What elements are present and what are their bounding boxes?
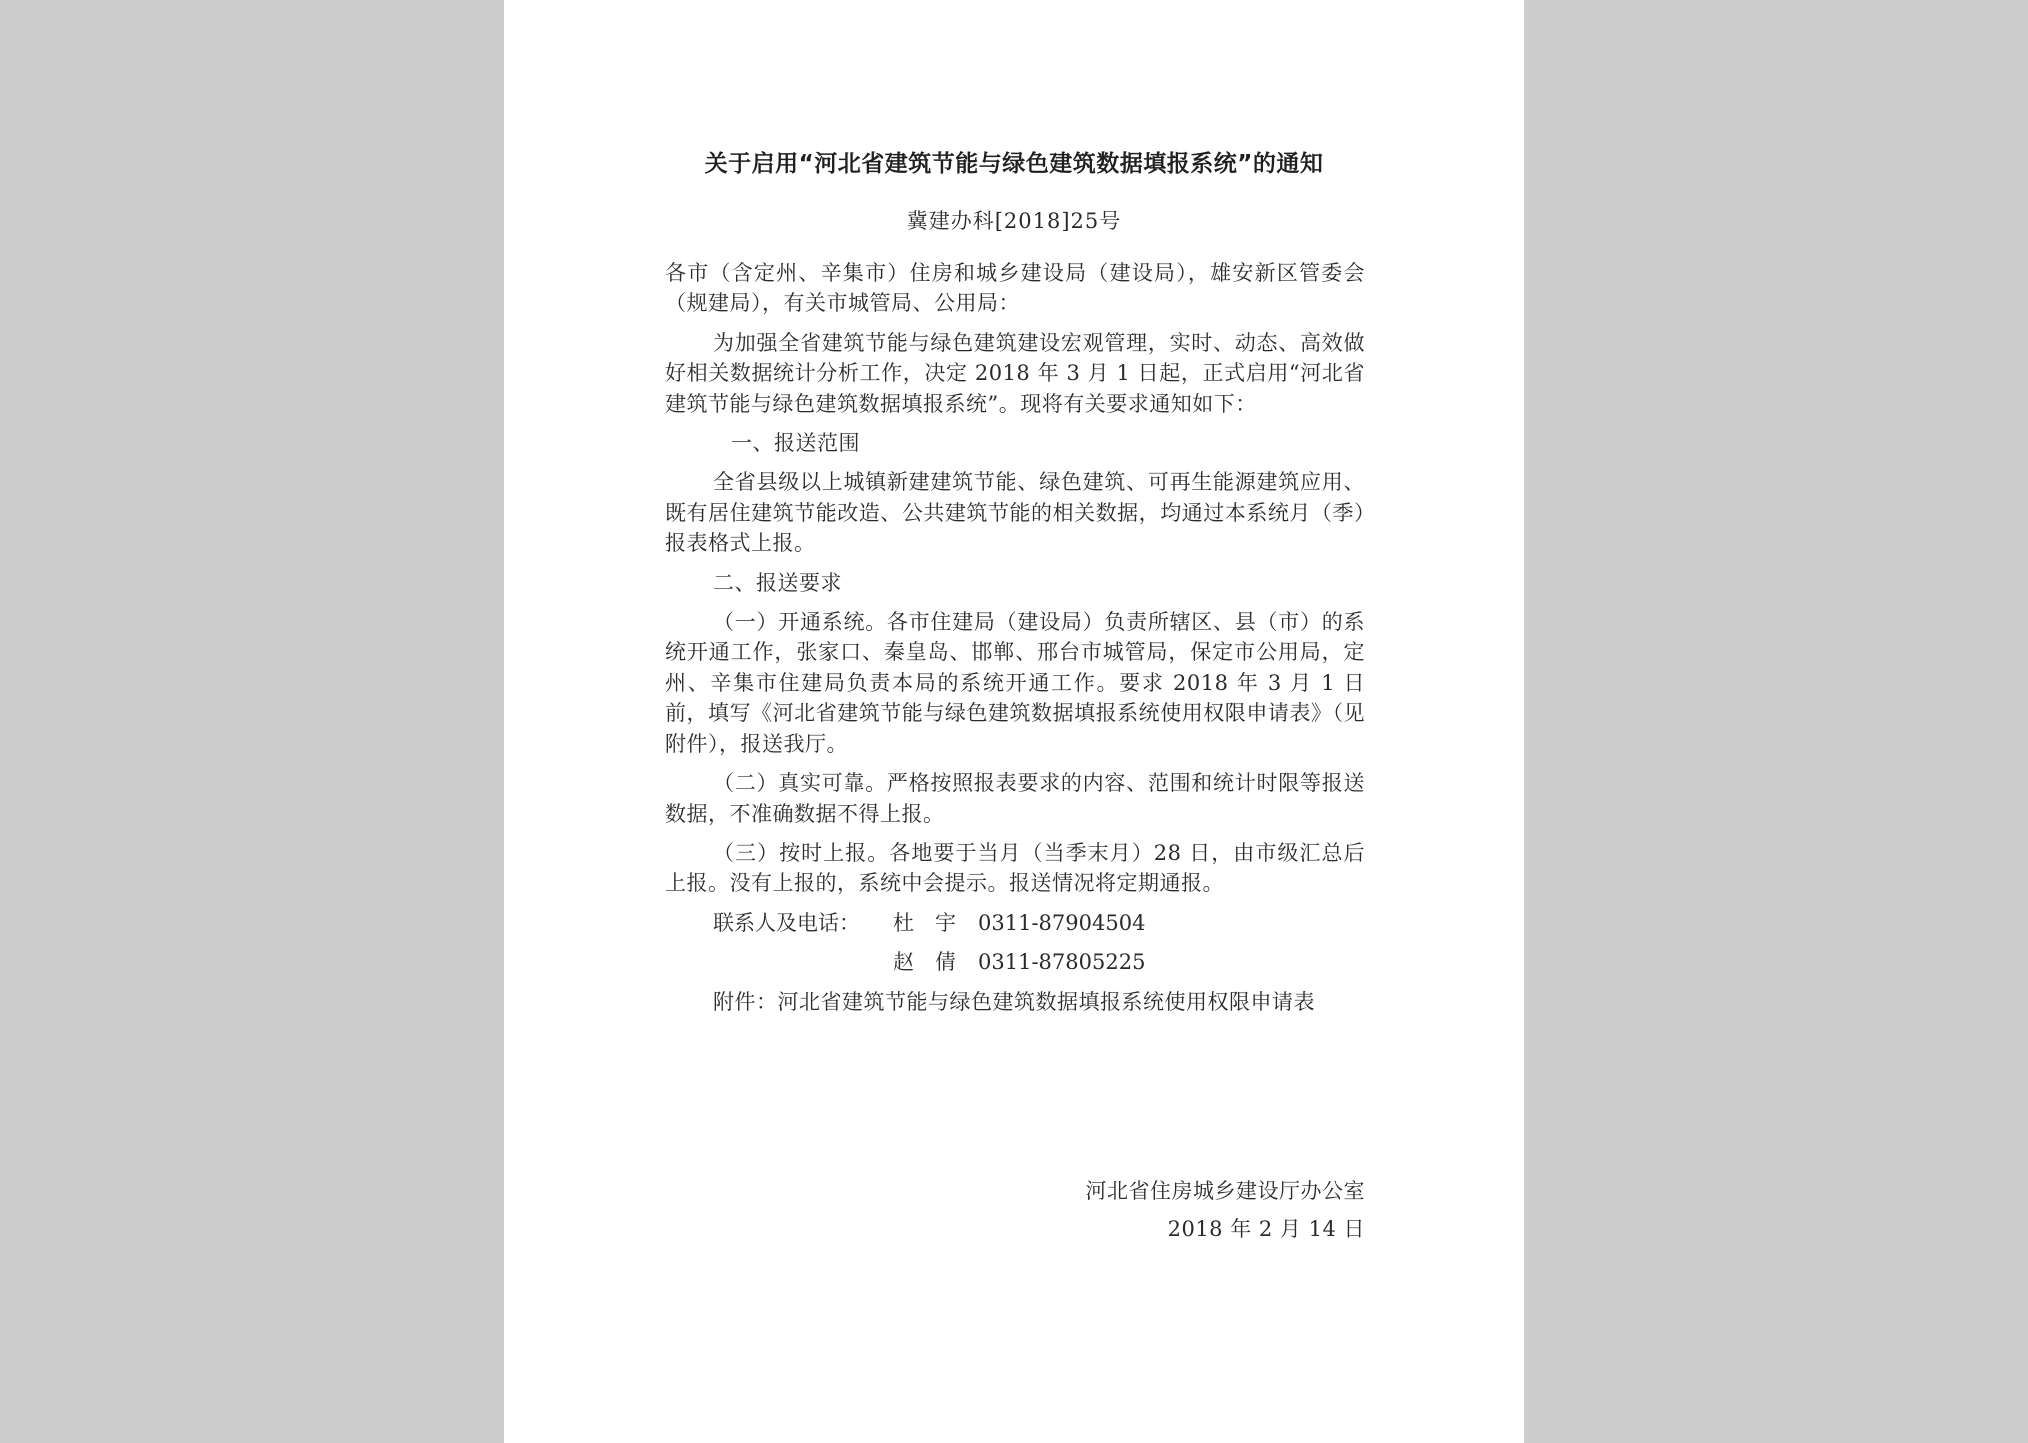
issue-date: 2018 年 2 月 14 日	[1167, 1217, 1365, 1241]
section1-heading: 一、报送范围	[731, 431, 860, 456]
requirement-item-2: （二）真实可靠。严格按照报表要求的内容、范围和统计时限等报送数据，不准确数据不得上报。	[665, 771, 1365, 826]
contact-phone-1: 0311-87904504	[978, 910, 1146, 935]
requirement-item-3: （三）按时上报。各地要于当月（当季末月）28 日，由市级汇总后上报。没有上报的，系统中会提示。报送情况将定期通报。	[665, 840, 1365, 896]
document-page	[504, 0, 1524, 1443]
contact-row-1	[665, 908, 1365, 938]
contact-phone-2: 0311-87805225	[978, 950, 1146, 975]
contact-name-1: 杜 宇	[893, 910, 956, 935]
document-number: 冀建办科[2018]25号	[906, 209, 1122, 233]
attachment-note: 附件：河北省建筑节能与绿色建筑数据填报系统使用权限申请表	[713, 989, 1315, 1014]
requirement-item-1: （一）开通系统。各市住建局（建设局）负责所辖区、县（市）的系统开通工作，张家口、秦皇岛、邯郸、邢台市城管局，保定市公用局，定州、辛集市住建局负责本局的系统开通工作。要求 2018 年 3 月 1 日前，填写《河北省建筑节能与绿色建筑数据填报系统使用权限申请表》（见附件），报送我厅。	[665, 610, 1365, 756]
contact-label: 联系人及电话：	[713, 910, 860, 935]
addressee: 各市（含定州、辛集市）住房和城乡建设局（建设局），雄安新区管委会（规建局），有关市城管局、公用局：	[665, 261, 1365, 316]
contact-row-2	[665, 947, 1365, 977]
intro-paragraph: 为加强全省建筑节能与绿色建筑建设宏观管理，实时、动态、高效做好相关数据统计分析工作，决定 2018 年 3 月 1 日起，正式启用“河北省建筑节能与绿色建筑数据填报系统”。现将有关要求通知如下：	[665, 330, 1365, 416]
contact-name-2: 赵 倩	[893, 950, 956, 975]
section2-heading: 二、报送要求	[713, 570, 842, 595]
issuer-name: 河北省住房城乡建设厅办公室	[1085, 1179, 1365, 1203]
section1-text: 全省县级以上城镇新建建筑节能、绿色建筑、可再生能源建筑应用、既有居住建筑节能改造、公共建筑节能的相关数据，均通过本系统月（季）报表格式上报。	[665, 470, 1365, 556]
signoff	[1086, 1172, 1366, 1248]
document-title: 关于启用“河北省建筑节能与绿色建筑数据填报系统”的通知	[704, 151, 1324, 177]
document-body	[665, 258, 1365, 1026]
